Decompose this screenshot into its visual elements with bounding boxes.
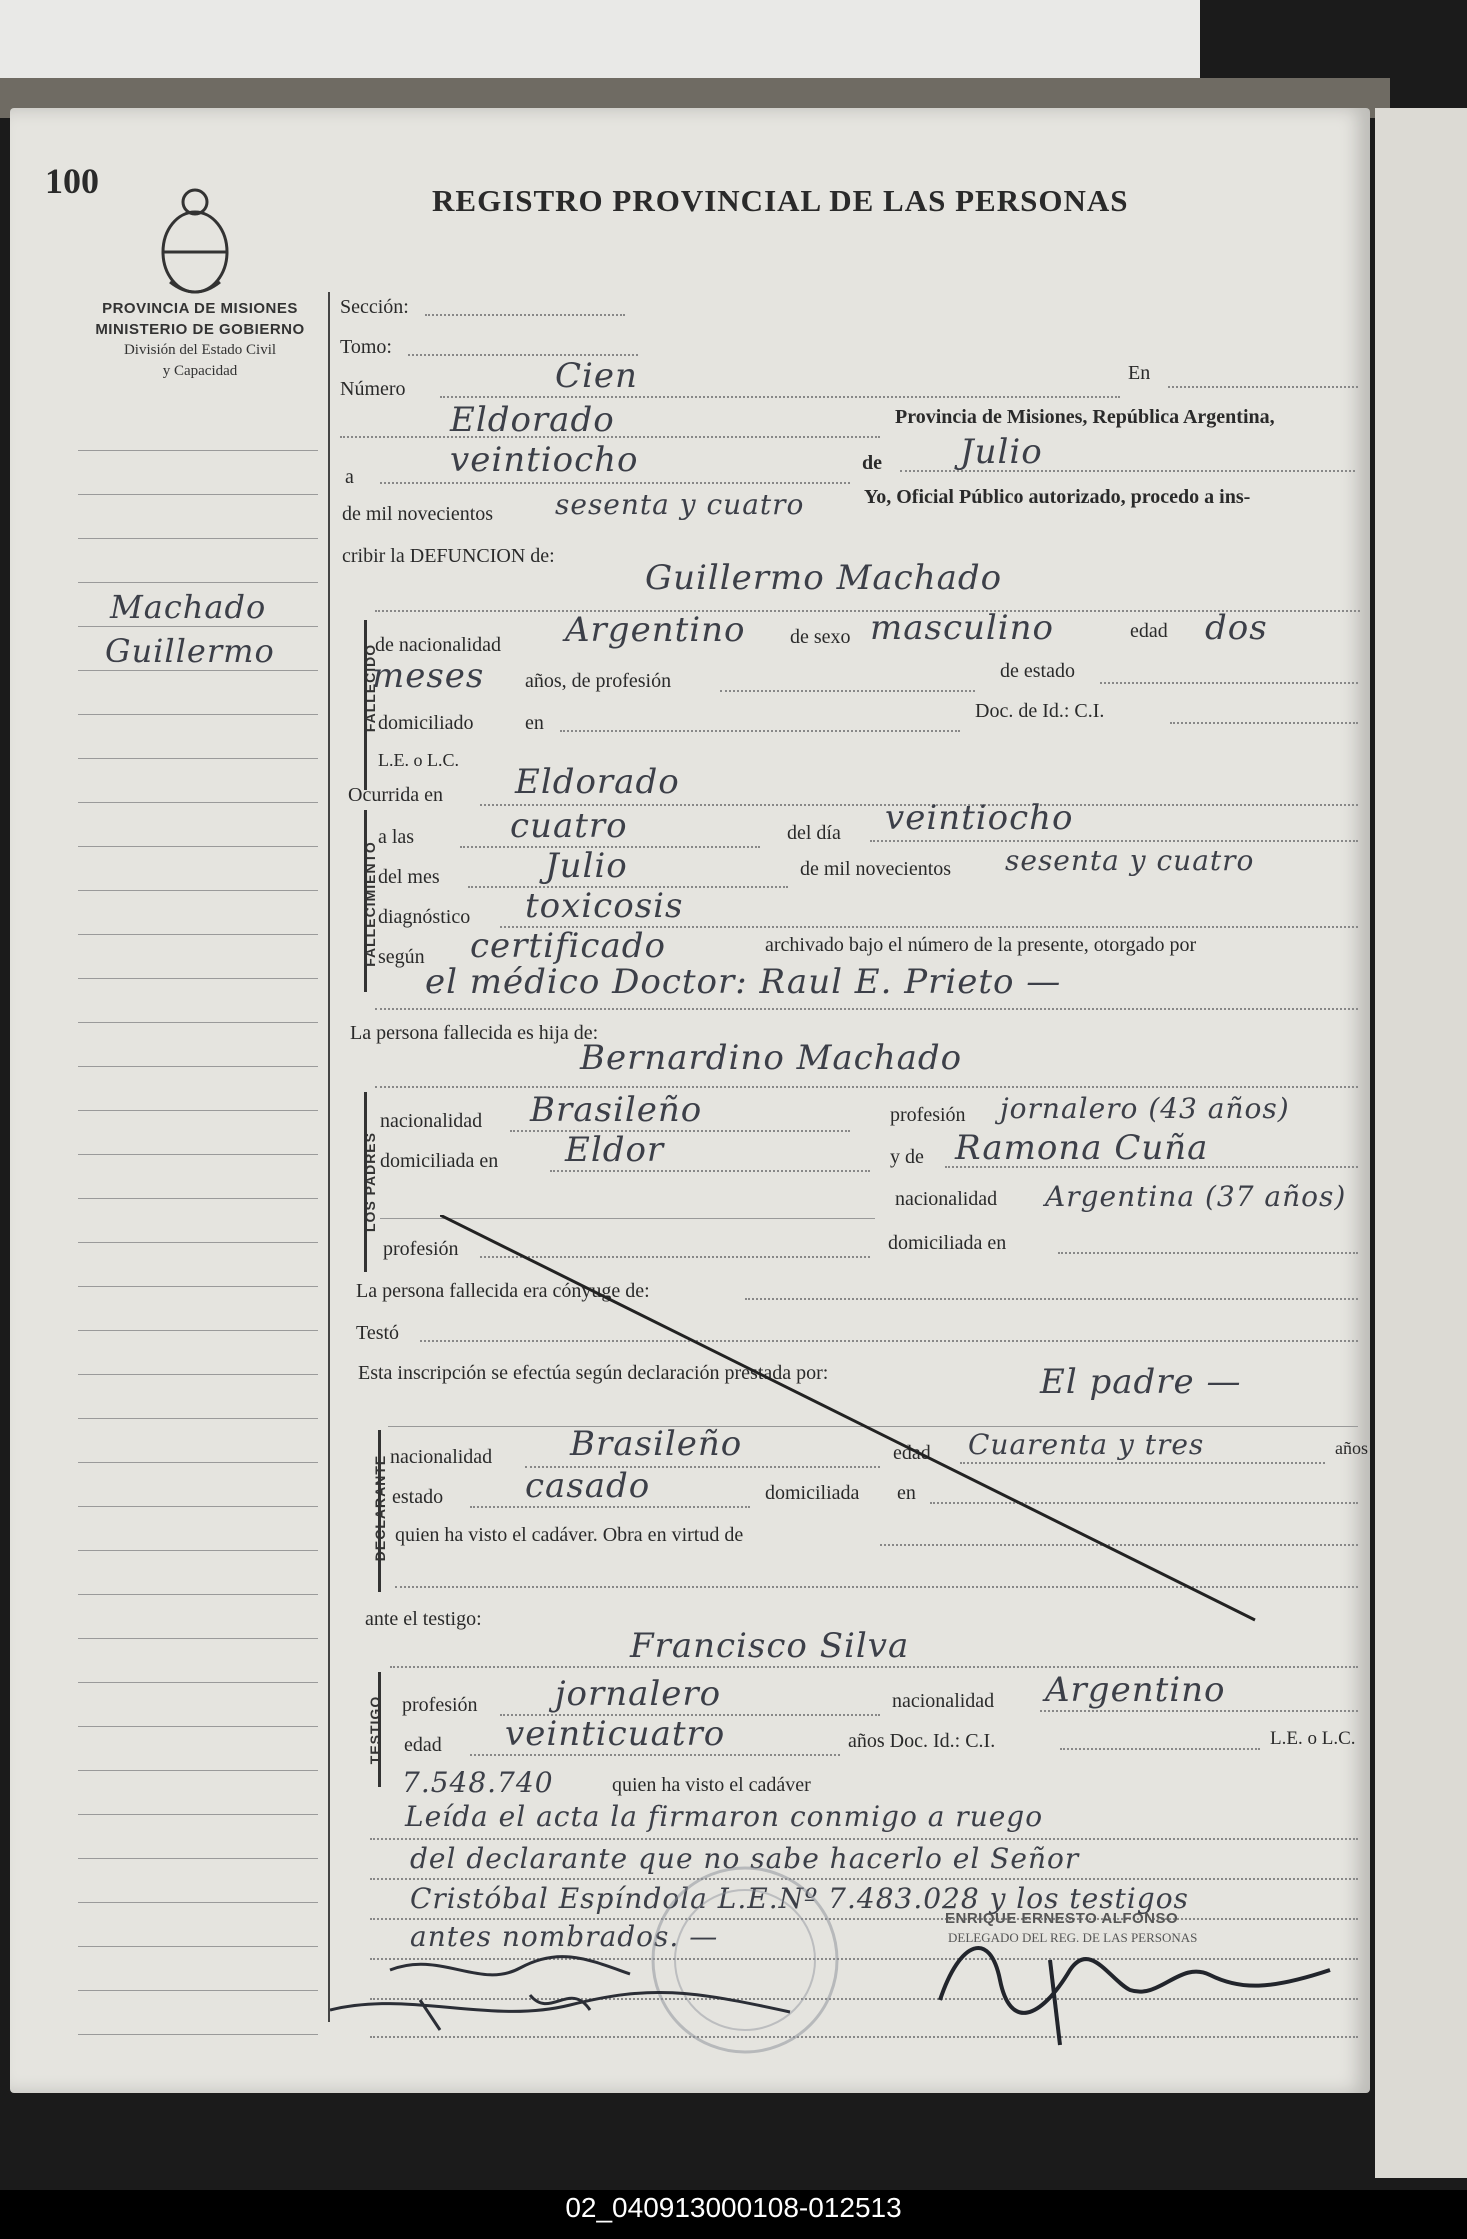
- label-le-o-lc: L.E. o L.C.: [1270, 1728, 1356, 1749]
- label-tomo: Tomo:: [340, 336, 392, 358]
- label-ante-testigo: ante el testigo:: [365, 1608, 482, 1630]
- margin-note-name: Guillermo: [105, 632, 275, 670]
- value-padre-domicilio: Eldor: [565, 1130, 665, 1170]
- value-testigo-nombre: Francisco Silva: [630, 1626, 910, 1666]
- org-line-division: División del Estado Civil: [123, 342, 277, 358]
- value-anio-fallec: sesenta y cuatro: [1005, 844, 1255, 877]
- org-line-capacity: y Capacidad: [162, 363, 238, 379]
- org-line-ministry: MINISTERIO DE GOBIERNO: [95, 321, 305, 338]
- label-yo-oficial: Yo, Oficial Público autorizado, procedo a ins-: [864, 486, 1251, 508]
- label-nacionalidad-testigo: nacionalidad: [892, 1690, 995, 1712]
- value-dia-fallec: veintiocho: [885, 798, 1074, 838]
- note-line-4: antes nombrados. —: [410, 1920, 719, 1953]
- label-profesion-testigo: profesión: [402, 1694, 478, 1716]
- label-de-nacionalidad: de nacionalidad: [375, 634, 502, 656]
- note-line-2: del declarante que no sabe hacerlo el Señor: [410, 1842, 1080, 1875]
- section-label-padres: LOS PADRES: [362, 1132, 378, 1232]
- label-edad-declarante: edad: [893, 1442, 931, 1464]
- value-edad-unidad: meses: [372, 656, 485, 696]
- label-estado: estado: [392, 1486, 444, 1508]
- label-de-mil-nov: de mil novecientos: [800, 858, 952, 880]
- label-anos-doc: años Doc. Id.: C.I.: [848, 1730, 996, 1752]
- margin-note-surname: Machado: [110, 588, 267, 626]
- label-nacionalidad-padre: nacionalidad: [380, 1110, 483, 1132]
- value-testigo-edad: veinticuatro: [505, 1714, 726, 1754]
- value-ocurrida-en: Eldorado: [515, 762, 680, 802]
- label-archivado: archivado bajo el número de la presente, otorgado por: [765, 934, 1197, 956]
- label-testo: Testó: [356, 1322, 400, 1344]
- cancellation-line: [440, 1215, 1260, 1625]
- background-sheet: [0, 0, 1200, 80]
- value-sexo: masculino: [870, 608, 1055, 648]
- label-segun: según: [378, 946, 425, 968]
- coat-of-arms-icon: [150, 182, 240, 302]
- value-madre-nacionalidad: Argentina (37 años): [1045, 1180, 1347, 1213]
- value-testigo-profesion: jornalero: [555, 1674, 722, 1714]
- label-profesion-padre: profesión: [890, 1104, 966, 1126]
- label-inscripcion: Esta inscripción se efectúa según declaración prestada por:: [358, 1362, 829, 1384]
- page-title: REGISTRO PROVINCIAL DE LAS PERSONAS: [432, 183, 1129, 218]
- label-provincia: Provincia de Misiones, República Argentina,: [895, 406, 1275, 428]
- image-caption: 02_040913000108-012513: [565, 2192, 902, 2223]
- note-line-1: Leída el acta la firmaron conmigo a ruego: [405, 1800, 1044, 1833]
- label-en-declarante: en: [897, 1482, 916, 1504]
- label-de-mil: de mil novecientos: [342, 503, 494, 525]
- label-ocurrida-en: Ocurrida en: [348, 784, 443, 806]
- note-line-3: Cristóbal Espíndola L.E.Nº 7.483.028 y los testigos: [410, 1882, 1189, 1915]
- label-doc-id: Doc. de Id.: C.I.: [975, 700, 1105, 722]
- page-number: 100: [45, 161, 99, 201]
- value-declarante-nacionalidad: Brasileño: [570, 1424, 743, 1464]
- value-dia: veintiocho: [450, 440, 639, 480]
- value-padre-profesion: jornalero (43 años): [1000, 1092, 1290, 1125]
- value-medico: el médico Doctor: Raul E. Prieto —: [425, 962, 1062, 1002]
- section-label-fallecimiento: FALLECIMIENTO: [362, 841, 378, 967]
- label-de-estado: de estado: [1000, 660, 1075, 682]
- label-nacionalidad-declarante: nacionalidad: [390, 1446, 493, 1468]
- label-nacionalidad-madre: nacionalidad: [895, 1188, 998, 1210]
- value-declarante-estado: casado: [525, 1466, 651, 1506]
- value-nacionalidad: Argentino: [565, 610, 746, 650]
- value-edad: dos: [1205, 608, 1268, 648]
- value-declarante-edad: Cuarenta y tres: [968, 1428, 1205, 1461]
- label-conyuge: La persona fallecida era cónyuge de:: [356, 1280, 650, 1302]
- value-segun: certificado: [470, 926, 666, 966]
- label-seccion: Sección:: [340, 296, 409, 318]
- label-cribir: cribir la DEFUNCION de:: [342, 545, 555, 567]
- official-signature: [930, 1920, 1350, 2050]
- label-domiciliada-en-madre: domiciliada en: [888, 1232, 1007, 1254]
- label-en: En: [1128, 362, 1151, 384]
- section-label-declarante: DECLARANTE: [372, 1454, 388, 1562]
- value-localidad: Eldorado: [450, 400, 615, 440]
- label-edad-testigo: edad: [404, 1734, 442, 1756]
- value-testigo-nacionalidad: Argentino: [1045, 1670, 1226, 1710]
- stamp-title: DELEGADO DEL REG. DE LAS PERSONAS: [948, 1930, 1198, 1945]
- value-hora: cuatro: [510, 806, 628, 846]
- value-diagnostico: toxicosis: [525, 886, 684, 926]
- label-quien-visto-cadaver: quien ha visto el cadáver: [612, 1774, 811, 1796]
- label-del-dia: del día: [787, 822, 841, 844]
- value-declarante: El padre —: [1040, 1362, 1242, 1402]
- value-mes: Julio: [960, 432, 1043, 472]
- label-de-sexo: de sexo: [790, 626, 851, 648]
- label-anos-profesion: años, de profesión: [525, 670, 672, 692]
- label-de: de: [862, 452, 882, 474]
- label-numero: Número: [340, 378, 406, 400]
- label-quien-visto: quien ha visto el cadáver. Obra en virtud de: [395, 1524, 744, 1546]
- label-domiciliado: domiciliado: [378, 712, 474, 734]
- value-testigo-doc: 7.548.740: [402, 1766, 554, 1799]
- witness-signatures: [330, 1950, 830, 2040]
- label-diagnostico: diagnóstico: [378, 906, 471, 928]
- value-mes-fallec: Julio: [545, 846, 628, 886]
- column-divider: [328, 292, 330, 2022]
- label-en-domicilio: en: [525, 712, 544, 734]
- value-anio: sesenta y cuatro: [555, 488, 805, 521]
- value-padre-nacionalidad: Brasileño: [530, 1090, 703, 1130]
- label-edad: edad: [1130, 620, 1168, 642]
- value-padre: Bernardino Machado: [580, 1038, 963, 1078]
- value-nombre-fallecido: Guillermo Machado: [645, 558, 1003, 598]
- label-profesion-madre: profesión: [383, 1238, 459, 1260]
- stamp-name: ENRIQUE ERNESTO ALFONSO: [945, 1910, 1179, 1927]
- value-madre: Ramona Cuña: [955, 1128, 1209, 1168]
- section-label-fallecido: FALLECIDO: [362, 643, 378, 733]
- label-a: a: [345, 466, 354, 488]
- org-line-province: PROVINCIA DE MISIONES: [102, 300, 298, 317]
- section-label-testigo: TESTIGO: [367, 1695, 383, 1765]
- label-del-mes: del mes: [378, 866, 440, 888]
- label-le-lc: L.E. o L.C.: [378, 750, 459, 770]
- label-domiciliada: domiciliada: [765, 1482, 860, 1504]
- org-block: [70, 300, 330, 380]
- label-anos-declarante: años: [1335, 1438, 1368, 1458]
- label-y-de: y de: [890, 1146, 924, 1168]
- label-a-las: a las: [378, 826, 415, 848]
- facing-page: [1375, 108, 1467, 2178]
- label-hija-de: La persona fallecida es hija de:: [350, 1022, 599, 1044]
- value-numero: Cien: [555, 356, 638, 396]
- label-domiciliada-en: domiciliada en: [380, 1150, 499, 1172]
